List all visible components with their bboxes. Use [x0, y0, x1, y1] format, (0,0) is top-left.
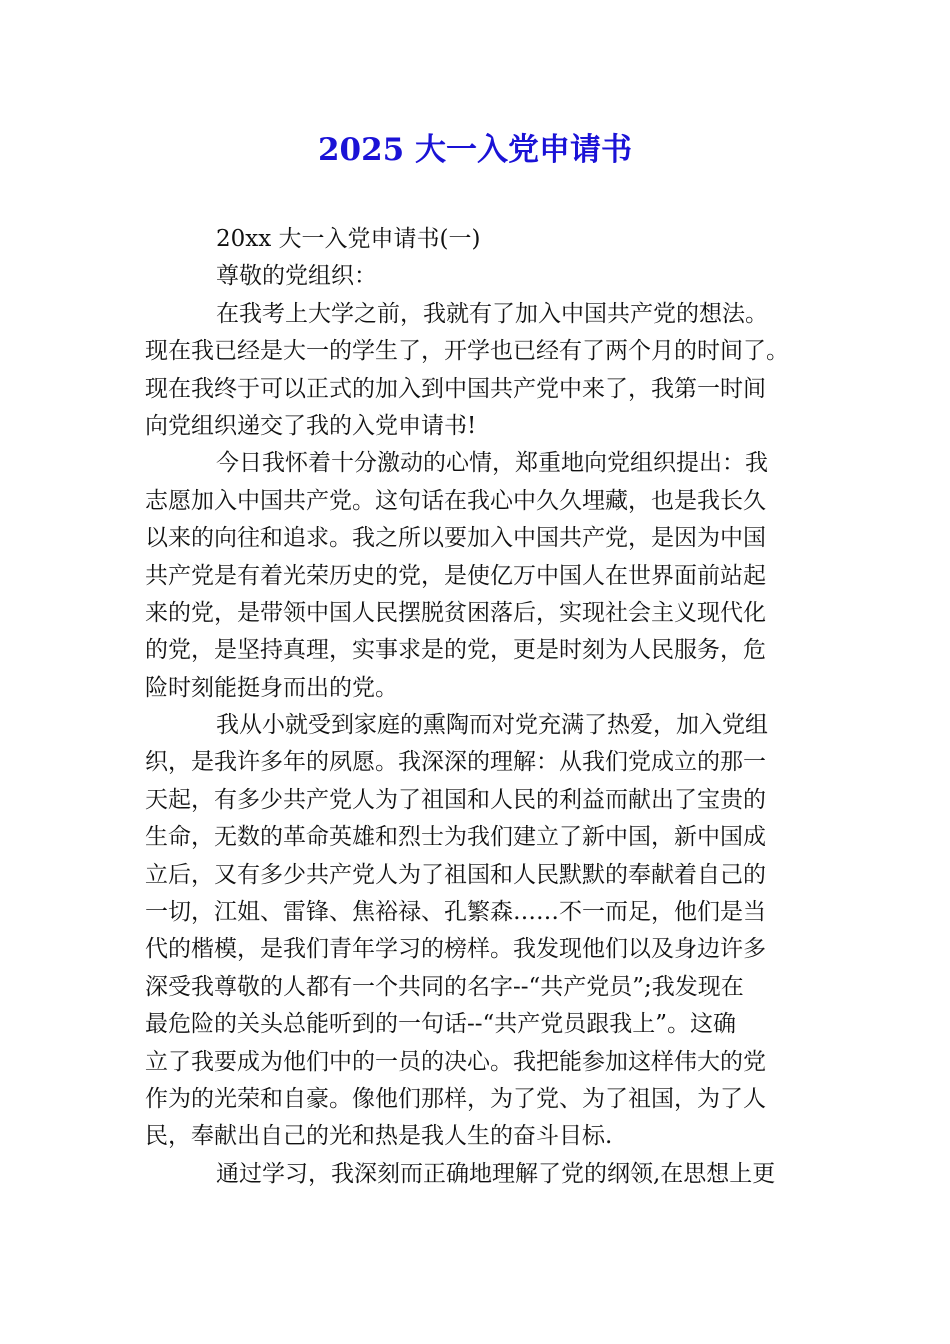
text-line: 作为的光荣和自豪。像他们那样，为了党、为了祖国，为了人: [145, 1085, 766, 1112]
text-line: 志愿加入中国共产党。这句话在我心中久久埋藏，也是我长久: [145, 487, 766, 514]
text-line: 今日我怀着十分激动的心情，郑重地向党组织提出：我: [216, 450, 768, 477]
document-title: 2025 大一入党申请书: [317, 132, 633, 168]
text-line: 20xx 大一入党申请书(一): [216, 226, 481, 252]
text-line: 一切，江姐、雷锋、焦裕禄、孔繁森……不一而足，他们是当: [145, 899, 766, 926]
text-line: 在我考上大学之前，我就有了加入中国共产党的想法。: [216, 300, 768, 327]
text-line: 现在我已经是大一的学生了，开学也已经有了两个月的时间了。: [145, 338, 789, 365]
text-line: 来的党，是带领中国人民摆脱贫困落后，实现社会主义现代化: [145, 599, 766, 626]
text-line: 民，奉献出自己的光和热是我人生的奋斗目标.: [145, 1123, 613, 1150]
text-line: 险时刻能挺身而出的党。: [145, 674, 398, 701]
text-line: 尊敬的党组织：: [216, 263, 377, 290]
text-line: 以来的向往和追求。我之所以要加入中国共产党，是因为中国: [145, 525, 766, 552]
text-line: 生命，无数的革命英雄和烈士为我们建立了新中国，新中国成: [145, 824, 766, 851]
document-body: [145, 221, 805, 1193]
text-line: 现在我终于可以正式的加入到中国共产党中来了，我第一时间: [145, 375, 766, 402]
text-line: 的党，是坚持真理，实事求是的党，更是时刻为人民服务，危: [145, 637, 766, 664]
text-line: 立了我要成为他们中的一员的决心。我把能参加这样伟大的党: [145, 1048, 766, 1075]
text-line: 共产党是有着光荣历史的党，是使亿万中国人在世界面前站起: [145, 562, 766, 589]
text-line: 最危险的关头总能听到的一句话--“共产党员跟我上”。这确: [145, 1011, 737, 1038]
text-line: 向党组织递交了我的入党申请书!: [145, 412, 477, 439]
text-line: 天起，有多少共产党人为了祖国和人民的利益而献出了宝贵的: [145, 786, 766, 813]
text-line: 通过学习，我深刻而正确地理解了党的纲领,在思想上更: [216, 1160, 776, 1187]
text-line: 立后，又有多少共产党人为了祖国和人民默默的奉献着自己的: [145, 861, 766, 888]
text-line: 我从小就受到家庭的熏陶而对党充满了热爱，加入党组: [216, 712, 768, 739]
text-line: 代的楷模，是我们青年学习的榜样。我发现他们以及身边许多: [145, 936, 766, 963]
text-line: 深受我尊敬的人都有一个共同的名字--“共产党员”;我发现在: [145, 973, 744, 1000]
text-line: 织，是我许多年的夙愿。我深深的理解：从我们党成立的那一: [145, 749, 766, 776]
